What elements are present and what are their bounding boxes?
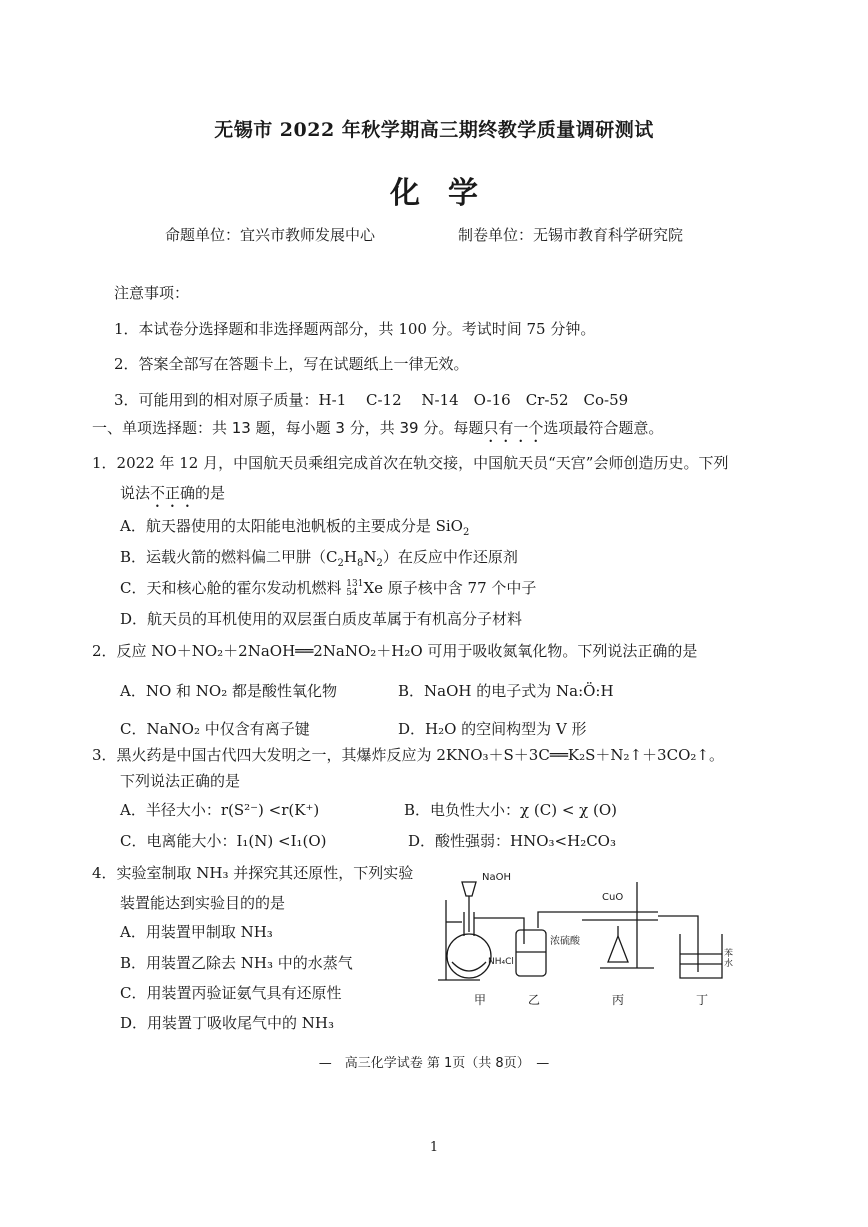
q4-option-a: A．用装置甲制取 NH₃ — [120, 923, 273, 941]
label-bing: 丙 — [612, 993, 625, 1007]
apparatus-lines — [438, 882, 722, 980]
q1-option-b-sub3: 2 — [376, 558, 383, 569]
label-yi: 乙 — [528, 993, 541, 1007]
q1-option-a — [120, 515, 469, 538]
q1-option-c — [120, 577, 536, 598]
q1-option-b-n: N — [363, 548, 377, 566]
label-nh4cl: NH₄Cl — [488, 957, 514, 967]
q4-option-b: B．用装置乙除去 NH₃ 中的水蒸气 — [120, 954, 353, 972]
flask-solid — [452, 962, 486, 971]
q1-option-d: D．航天员的耳机使用的双层蛋白质皮革属于有机高分子材料 — [120, 610, 523, 628]
q1-stem-pre: 说法 — [120, 484, 151, 502]
apparatus-diagram — [432, 852, 732, 1032]
label-acid: 浓硫酸 — [550, 936, 580, 947]
q1-option-c-post: Xe 原子核中含 77 个中子 — [363, 579, 537, 597]
q1-option-b-pre: B．运载火箭的燃料偏二甲肼（C — [120, 548, 338, 566]
q1-option-b-sub1: 2 — [337, 558, 344, 569]
q1-option-c-nuclide — [346, 580, 363, 598]
page-number: 1 — [429, 1140, 439, 1155]
label-water: 水 — [724, 959, 734, 969]
q1-stem-line2 — [120, 482, 225, 511]
q4-option-d: D．用装置丁吸收尾气中的 NH₃ — [120, 1014, 335, 1032]
q4-stem-line2: 装置能达到实验目的的是 — [120, 894, 286, 912]
notice-item-3: 3．可能用到的相对原子质量：H-1 C-12 N-14 O-16 Cr-52 Co-59 — [114, 391, 629, 409]
beaker — [680, 934, 722, 978]
q3-option-c: C．电离能大小：I₁(N) <I₁(O) — [120, 832, 327, 850]
q2-option-a: A．NO 和 NO₂ 都是酸性氧化物 — [120, 682, 337, 700]
section-heading-post: 选项最符合题意。 — [543, 419, 664, 437]
q3-stem-line1: 3．黑火药是中国古代四大发明之一，其爆炸反应为 2KNO₃＋S＋3C══K₂S＋N₂↑＋3CO₂↑。 — [92, 746, 724, 764]
q1-stem-line1: 1．2022 年 12 月，中国航天员乘组完成首次在轨交接，中国航天员“天宫”会师创造历史。下列 — [92, 454, 729, 472]
q1-option-b-sub2: 8 — [356, 558, 364, 569]
q2-option-c: C．NaNO₂ 中仅含有离子键 — [120, 720, 310, 738]
section-heading — [92, 417, 663, 446]
q2-option-d: D．H₂O 的空间构型为 V 形 — [398, 720, 587, 738]
section-heading-pre: 一、单项选择题：共 13 题，每小题 3 分，共 39 分。每题 — [92, 419, 484, 437]
q1-option-b — [120, 546, 518, 569]
q2-stem: 2．反应 NO＋NO₂＋2NaOH══2NaNO₂＋H₂O 可用于吸收氮氧化物。下列说法正确的是 — [92, 642, 698, 660]
section-heading-emph: 只有一个 — [483, 419, 544, 437]
tube-yi-bing — [538, 912, 582, 928]
q1-option-c-mass: 131 — [346, 579, 364, 589]
q4-option-c: C．用装置丙验证氨气具有还原性 — [120, 984, 342, 1002]
notice-title: 注意事项： — [114, 284, 190, 302]
notice-item-2: 2．答案全部写在答题卡上，写在试题纸上一律无效。 — [114, 355, 469, 373]
separatory-funnel — [462, 882, 476, 896]
q3-option-b: B．电负性大小：χ (C) < χ (O) — [404, 801, 618, 819]
q1-option-c-pre: C．天和核心舱的霍尔发动机燃料 — [120, 579, 347, 597]
q4-stem-line1: 4．实验室制取 NH₃ 并探究其还原性，下列实验 — [92, 864, 414, 882]
q1-stem-emph: 不正确 — [150, 484, 196, 502]
label-benzene: 苯 — [724, 949, 734, 959]
page-footer: — 高三化学试卷 第 1页（共 8页） — — [318, 1056, 550, 1071]
unit-right: 制卷单位：无锡市教育科学研究院 — [458, 226, 684, 244]
alcohol-lamp — [608, 936, 628, 962]
label-naoh: NaOH — [482, 872, 511, 883]
notice-item-1: 1．本试卷分选择题和非选择题两部分，共 100 分。考试时间 75 分钟。 — [114, 320, 596, 338]
q1-option-a-sub: 2 — [462, 527, 470, 538]
q1-option-c-number: 54 — [346, 588, 358, 598]
q1-option-b-post: ）在反应中作还原剂 — [382, 548, 518, 566]
q1-option-b-h: H — [343, 548, 357, 566]
label-jia: 甲 — [474, 993, 487, 1007]
q3-option-a: A．半径大小：r(S²⁻) <r(K⁺) — [120, 801, 320, 819]
exam-title: 无锡市 2022 年秋学期高三期终教学质量调研测试 — [214, 119, 654, 141]
q1-stem-post: 的是 — [195, 484, 226, 502]
unit-left: 命题单位：宜兴市教师发展中心 — [165, 226, 376, 244]
q3-stem-line2: 下列说法正确的是 — [120, 772, 241, 790]
label-ding: 丁 — [696, 993, 709, 1007]
exam-subject: 化学 — [390, 176, 506, 211]
q3-option-d: D．酸性强弱：HNO₃<H₂CO₃ — [408, 832, 616, 850]
wash-bottle — [516, 930, 546, 976]
q1-option-a-text: A．航天器使用的太阳能电池帆板的主要成分是 SiO — [120, 517, 463, 535]
label-cuo: CuO — [602, 892, 624, 903]
q2-option-b: B．NaOH 的电子式为 Na:Ö:H — [398, 682, 614, 700]
